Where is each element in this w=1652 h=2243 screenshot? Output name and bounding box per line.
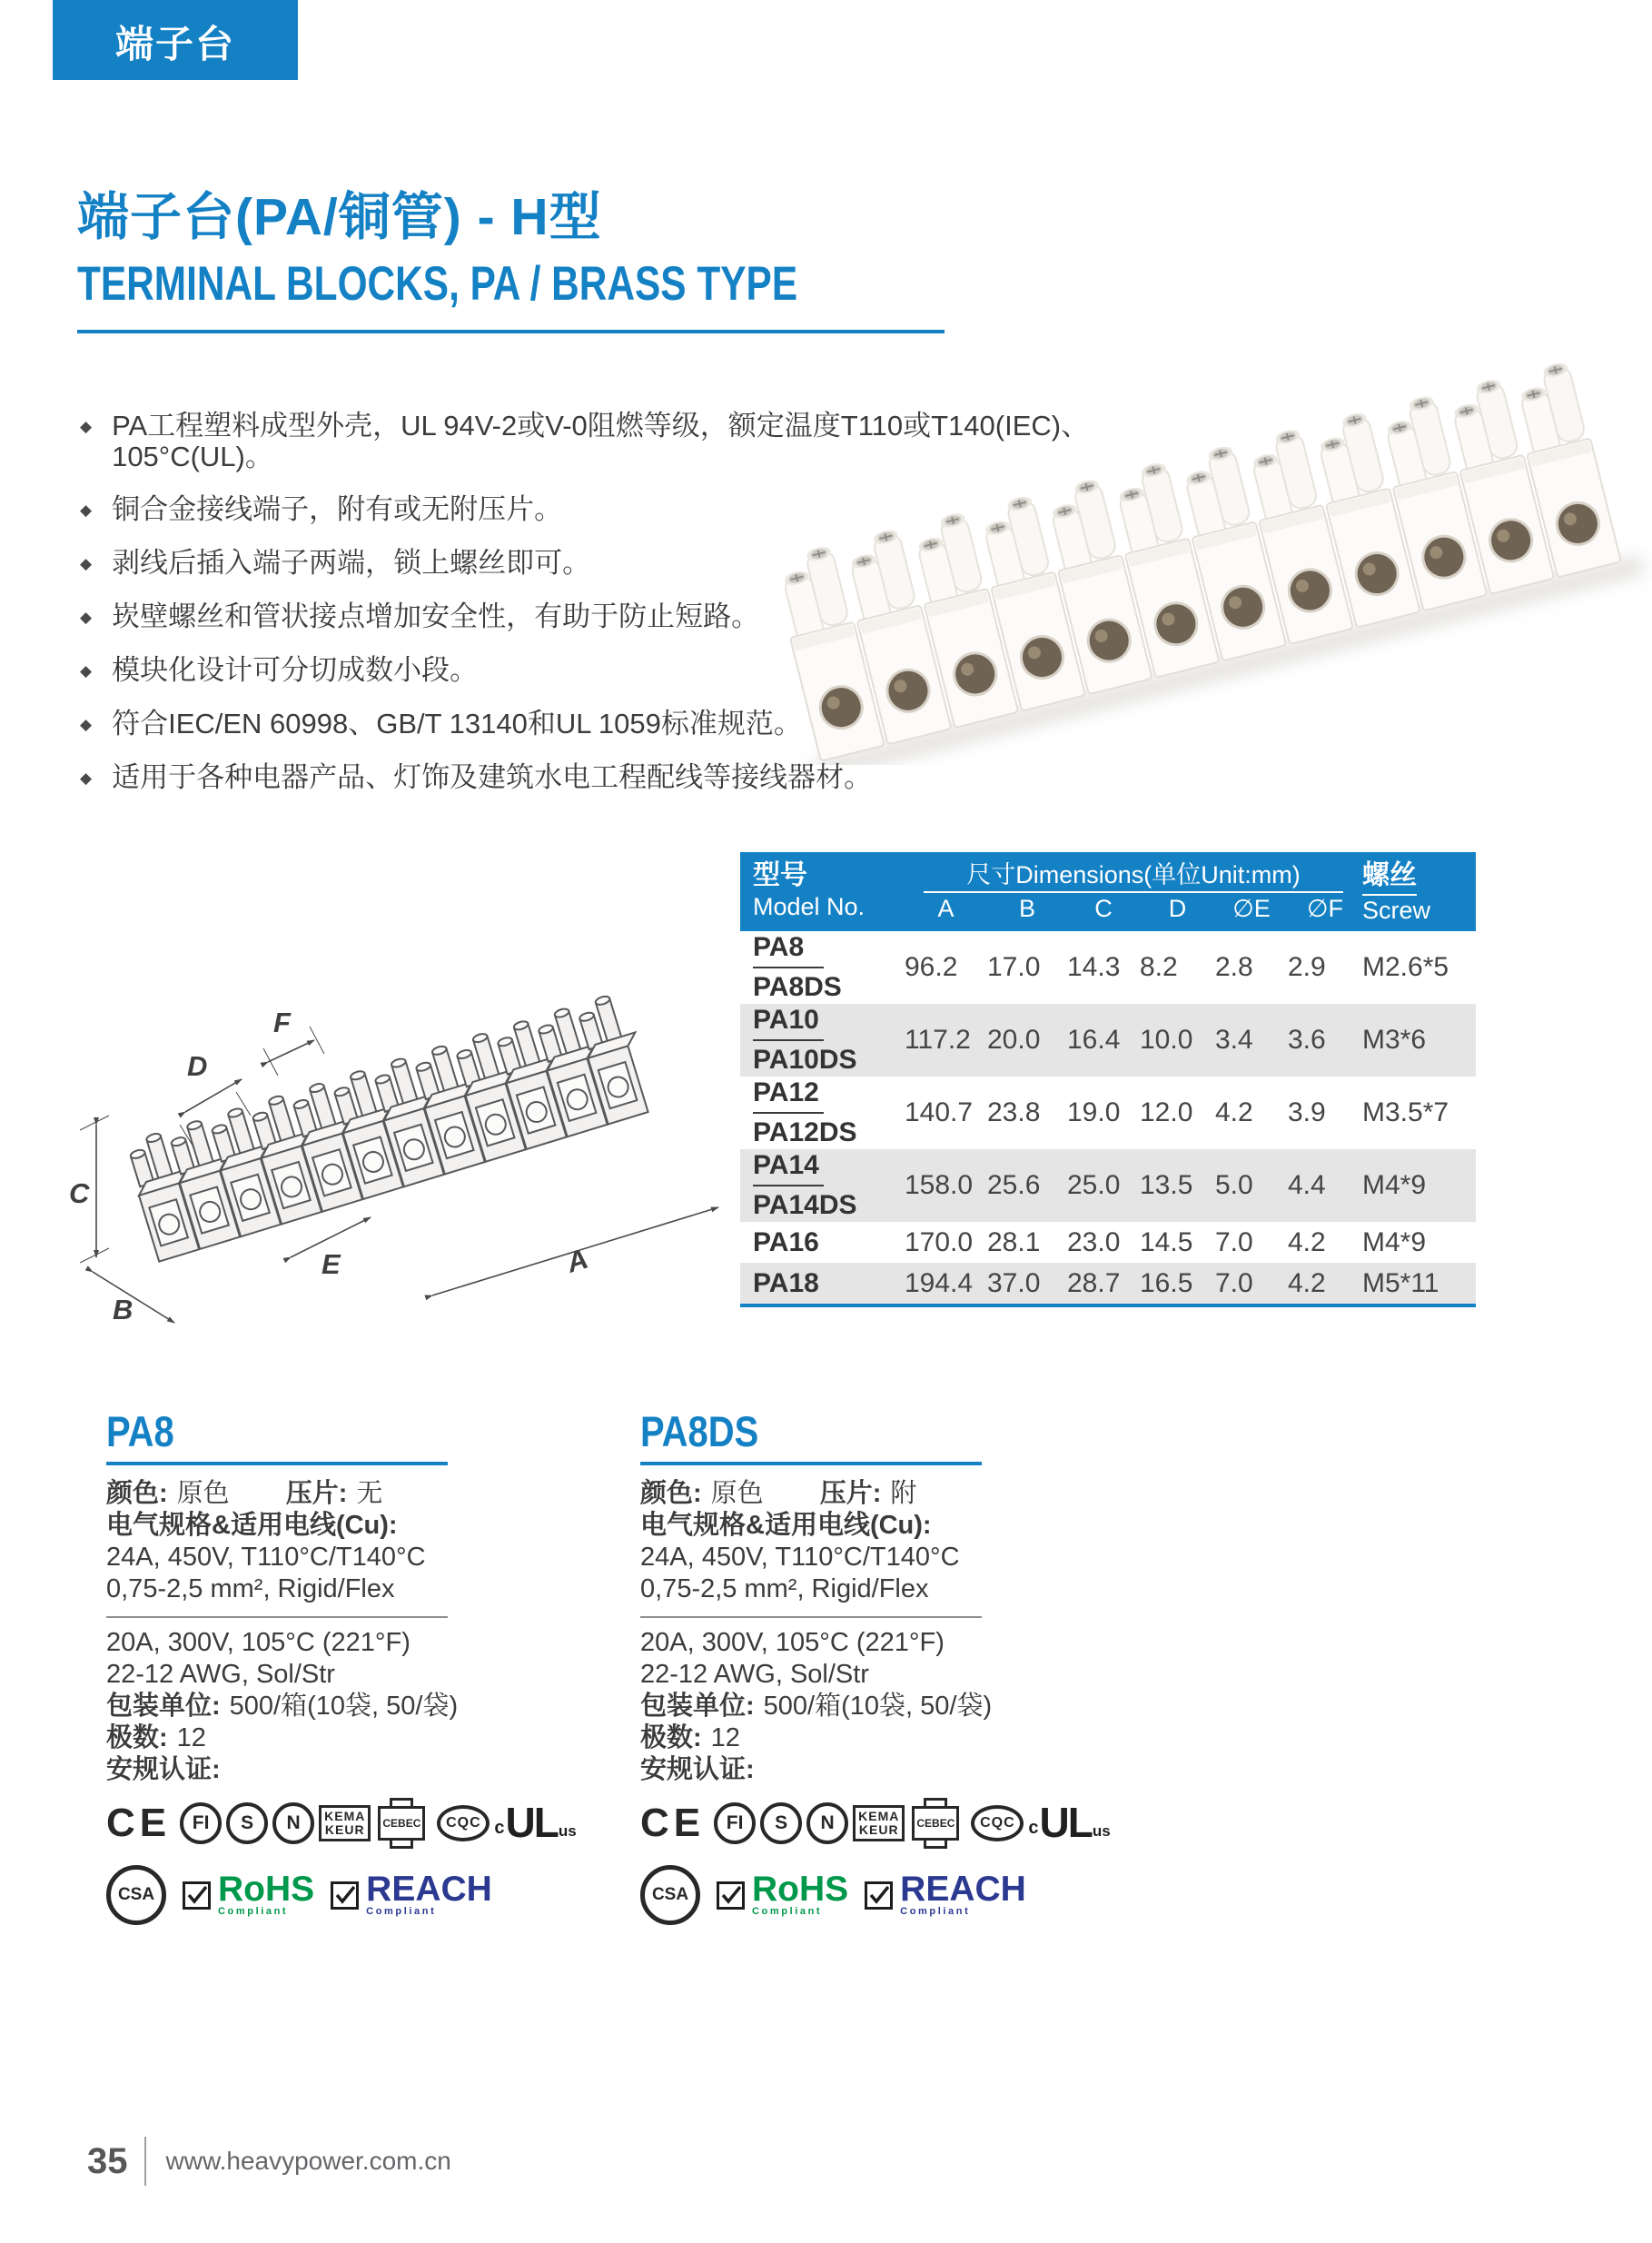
dim-value: 117.2 (905, 1025, 971, 1055)
certification-marks-row (640, 1797, 1111, 1850)
semko-s-mark-icon: S (760, 1802, 802, 1844)
feature-item: ◆ 剥线后插入端子两端，锁上螺丝即可。 (80, 547, 591, 579)
poles-label: 极数: (640, 1723, 702, 1752)
cul-us-mark-icon: c UL us (494, 1799, 577, 1847)
spec-heading: PA8 (106, 1407, 174, 1455)
dimension-drawing (53, 841, 736, 1336)
wire-range-iec: 0,75-2,5 mm², Rigid/Flex (640, 1574, 929, 1603)
dim-value: 2.8 (1215, 952, 1253, 982)
ce-mark-icon: CE (106, 1801, 172, 1845)
dim-value: 4.4 (1288, 1170, 1326, 1200)
model-cell: PA16 (753, 1226, 819, 1257)
model-cell: PA8 PA8DS (753, 932, 842, 1002)
clamp-label: 压片: (285, 1479, 348, 1508)
nemko-n-mark-icon: N (272, 1802, 314, 1844)
feature-item: ◆ 铜合金接线端子，附有或无附压片。 (80, 493, 563, 525)
fi-mark-icon: FI (714, 1802, 756, 1844)
kema-keur-mark-icon: KEMA KEUR (853, 1805, 905, 1841)
feature-item: ◆ 符合IEC/EN 60998、GB/T 13140和UL 1059标准规范。 (80, 708, 802, 739)
screw-value: M2.6*5 (1362, 952, 1449, 982)
title-rule (77, 330, 945, 333)
dim-value: 19.0 (1067, 1097, 1121, 1127)
screw-value: M3*6 (1362, 1025, 1427, 1055)
dim-value: 37.0 (987, 1267, 1041, 1298)
compliance-badges-row (640, 1861, 1076, 1930)
dim-value: 16.4 (1067, 1025, 1121, 1055)
footer-divider (144, 2137, 146, 2186)
spec-section-pa8ds (640, 1407, 1111, 1930)
screw-value: M4*9 (1362, 1170, 1427, 1200)
dim-value: 158.0 (905, 1170, 974, 1200)
poles-value: 12 (710, 1723, 740, 1752)
table-row (740, 1222, 1476, 1263)
poles-value: 12 (176, 1723, 206, 1752)
dim-value: 7.0 (1215, 1267, 1253, 1298)
table-header (740, 852, 1476, 931)
screw-value: M3.5*7 (1362, 1097, 1449, 1127)
table-row (740, 1004, 1476, 1077)
certification-label: 安规认证: (106, 1755, 221, 1784)
cqc-mark-icon: CQC (437, 1805, 490, 1841)
header (77, 188, 985, 333)
dimensions-header: 尺寸Dimensions(单位Unit:mm) A B C D ∅E ∅F (905, 859, 1362, 925)
dim-value: 14.3 (1067, 952, 1121, 982)
dim-value: 2.9 (1288, 952, 1326, 982)
wire-range-iec: 0,75-2,5 mm², Rigid/Flex (106, 1574, 395, 1603)
kema-keur-mark-icon: KEMA KEUR (319, 1805, 371, 1841)
compliance-badges-row (106, 1861, 542, 1930)
diamond-bullet-icon: ◆ (80, 609, 93, 626)
page-title: 端子台(PA/铜管) - H型 (77, 188, 602, 246)
dim-value: 20.0 (987, 1025, 1041, 1055)
dim-value: 4.2 (1215, 1097, 1253, 1127)
page-footer (87, 2137, 451, 2186)
dim-label-c: C (69, 1177, 90, 1209)
color-value: 原色 (176, 1479, 230, 1508)
electrical-spec-label: 电气规格&适用电线(Cu): (640, 1511, 932, 1540)
nemko-n-mark-icon: N (806, 1802, 848, 1844)
dim-value: 23.8 (987, 1097, 1041, 1127)
reach-badge: REACH Compliant (331, 1873, 492, 1918)
dim-label-d: D (187, 1050, 208, 1082)
spec-section-pa8 (106, 1407, 577, 1930)
model-cell: PA14 PA14DS (753, 1150, 857, 1220)
diamond-bullet-icon: ◆ (80, 501, 93, 519)
dim-value: 23.0 (1067, 1226, 1121, 1257)
dim-value: 13.5 (1140, 1170, 1193, 1200)
dim-value: 5.0 (1215, 1170, 1253, 1200)
col-f: ∅F (1306, 895, 1343, 922)
model-cell: PA10 PA10DS (753, 1005, 857, 1075)
table-row (740, 1149, 1476, 1222)
dimensions-table (740, 852, 1476, 1307)
col-b: B (1018, 895, 1035, 922)
dim-value: 3.9 (1288, 1097, 1326, 1127)
clamp-value: 无 (356, 1479, 383, 1508)
model-header: 型号 Model No. (753, 860, 866, 920)
clamp-label: 压片: (819, 1479, 882, 1508)
screw-value: M4*9 (1362, 1226, 1427, 1257)
diamond-bullet-icon: ◆ (80, 716, 93, 733)
packing-value: 500/箱(10袋, 50/袋) (229, 1692, 459, 1721)
dim-value: 17.0 (987, 952, 1041, 982)
dim-label-e: E (321, 1248, 341, 1280)
page-number: 35 (87, 2140, 128, 2181)
packing-value: 500/箱(10袋, 50/袋) (763, 1692, 993, 1721)
ce-mark-icon: CE (640, 1801, 706, 1845)
csa-mark-icon: CSA (640, 1865, 700, 1925)
wire-range-ul: 22-12 AWG, Sol/Str (106, 1660, 335, 1689)
feature-item: ◆ 适用于各种电器产品、灯饰及建筑水电工程配线等接线器材。 (80, 761, 873, 793)
dim-value: 3.4 (1215, 1025, 1253, 1055)
dim-label-a: A (562, 1242, 592, 1279)
iec-rating: 24A, 450V, T110°C/T140°C (106, 1543, 426, 1572)
checkbox-icon (331, 1881, 359, 1910)
color-value: 原色 (710, 1479, 764, 1508)
table-bottom-rule (740, 1304, 1476, 1307)
dim-label-b: B (113, 1294, 134, 1325)
wire-range-ul: 22-12 AWG, Sol/Str (640, 1660, 869, 1689)
csa-mark-icon: CSA (106, 1865, 166, 1925)
col-d: D (1168, 895, 1187, 922)
checkbox-icon (717, 1881, 745, 1910)
dim-value: 194.4 (905, 1267, 974, 1298)
col-c: C (1094, 895, 1113, 922)
dim-value: 3.6 (1288, 1025, 1326, 1055)
cebec-mark-icon: CEBEC (378, 1806, 425, 1841)
diamond-bullet-icon: ◆ (80, 555, 93, 572)
site-url: www.heavypower.com.cn (165, 2147, 451, 2175)
spec-heading: PA8DS (640, 1407, 759, 1455)
poles-label: 极数: (106, 1723, 168, 1752)
dim-value: 4.2 (1288, 1226, 1326, 1257)
certification-marks-row (106, 1797, 577, 1850)
col-a: A (937, 895, 955, 922)
checkbox-icon (183, 1881, 211, 1910)
model-cell: PA12 PA12DS (753, 1077, 857, 1147)
dim-value: 12.0 (1140, 1097, 1193, 1127)
feature-list (80, 411, 1097, 816)
dim-value: 96.2 (905, 952, 958, 982)
reach-badge: REACH Compliant (865, 1873, 1026, 1918)
feature-item: ◆ 模块化设计可分切成数小段。 (80, 654, 479, 686)
color-label: 颜色: (640, 1479, 702, 1508)
color-label: 颜色: (106, 1479, 168, 1508)
screw-value: M5*11 (1362, 1267, 1439, 1298)
category-tab: 端子台 (53, 0, 298, 80)
dim-value: 170.0 (905, 1226, 974, 1257)
table-row (740, 1263, 1476, 1304)
screw-header: 螺丝 Screw (1362, 860, 1431, 924)
cebec-mark-icon: CEBEC (912, 1806, 959, 1841)
cul-us-mark-icon: c UL us (1028, 1799, 1111, 1847)
dim-value: 28.1 (987, 1226, 1041, 1257)
iec-rating: 24A, 450V, T110°C/T140°C (640, 1543, 960, 1572)
checkbox-icon (865, 1881, 893, 1910)
diamond-bullet-icon: ◆ (80, 769, 93, 787)
model-cell: PA18 (753, 1267, 819, 1298)
fi-mark-icon: FI (180, 1802, 222, 1844)
diamond-bullet-icon: ◆ (80, 662, 93, 680)
rohs-badge: RoHS Compliant (717, 1873, 848, 1918)
diamond-bullet-icon: ◆ (80, 418, 93, 435)
packing-label: 包装单位: (106, 1692, 221, 1721)
table-row (740, 1077, 1476, 1149)
packing-label: 包装单位: (640, 1692, 755, 1721)
ul-rating: 20A, 300V, 105°C (221°F) (106, 1628, 411, 1657)
dim-value: 7.0 (1215, 1226, 1253, 1257)
dim-value: 16.5 (1140, 1267, 1193, 1298)
cqc-mark-icon: CQC (971, 1805, 1024, 1841)
ul-rating: 20A, 300V, 105°C (221°F) (640, 1628, 945, 1657)
col-e: ∅E (1232, 895, 1271, 922)
page-subtitle: TERMINAL BLOCKS, PA / BRASS TYPE (77, 256, 798, 311)
electrical-spec-label: 电气规格&适用电线(Cu): (106, 1511, 398, 1540)
dim-value: 140.7 (905, 1097, 974, 1127)
certification-label: 安规认证: (640, 1755, 755, 1784)
dim-value: 25.0 (1067, 1170, 1121, 1200)
dim-value: 10.0 (1140, 1025, 1193, 1055)
dim-label-f: F (273, 1007, 291, 1038)
dim-value: 8.2 (1140, 952, 1178, 982)
dim-value: 14.5 (1140, 1226, 1193, 1257)
dim-value: 28.7 (1067, 1267, 1121, 1298)
clamp-value: 附 (890, 1479, 917, 1508)
feature-item: ◆ PA工程塑料成型外壳，UL 94V-2或V-0阻燃等级，额定温度T110或T140(IEC)、105°C(UL)。 (80, 410, 1090, 472)
feature-item: ◆ 崁壁螺丝和管状接点增加安全性，有助于防止短路。 (80, 600, 760, 632)
dim-value: 25.6 (987, 1170, 1041, 1200)
semko-s-mark-icon: S (226, 1802, 268, 1844)
rohs-badge: RoHS Compliant (183, 1873, 314, 1918)
table-row (740, 931, 1476, 1004)
dim-value: 4.2 (1288, 1267, 1326, 1298)
